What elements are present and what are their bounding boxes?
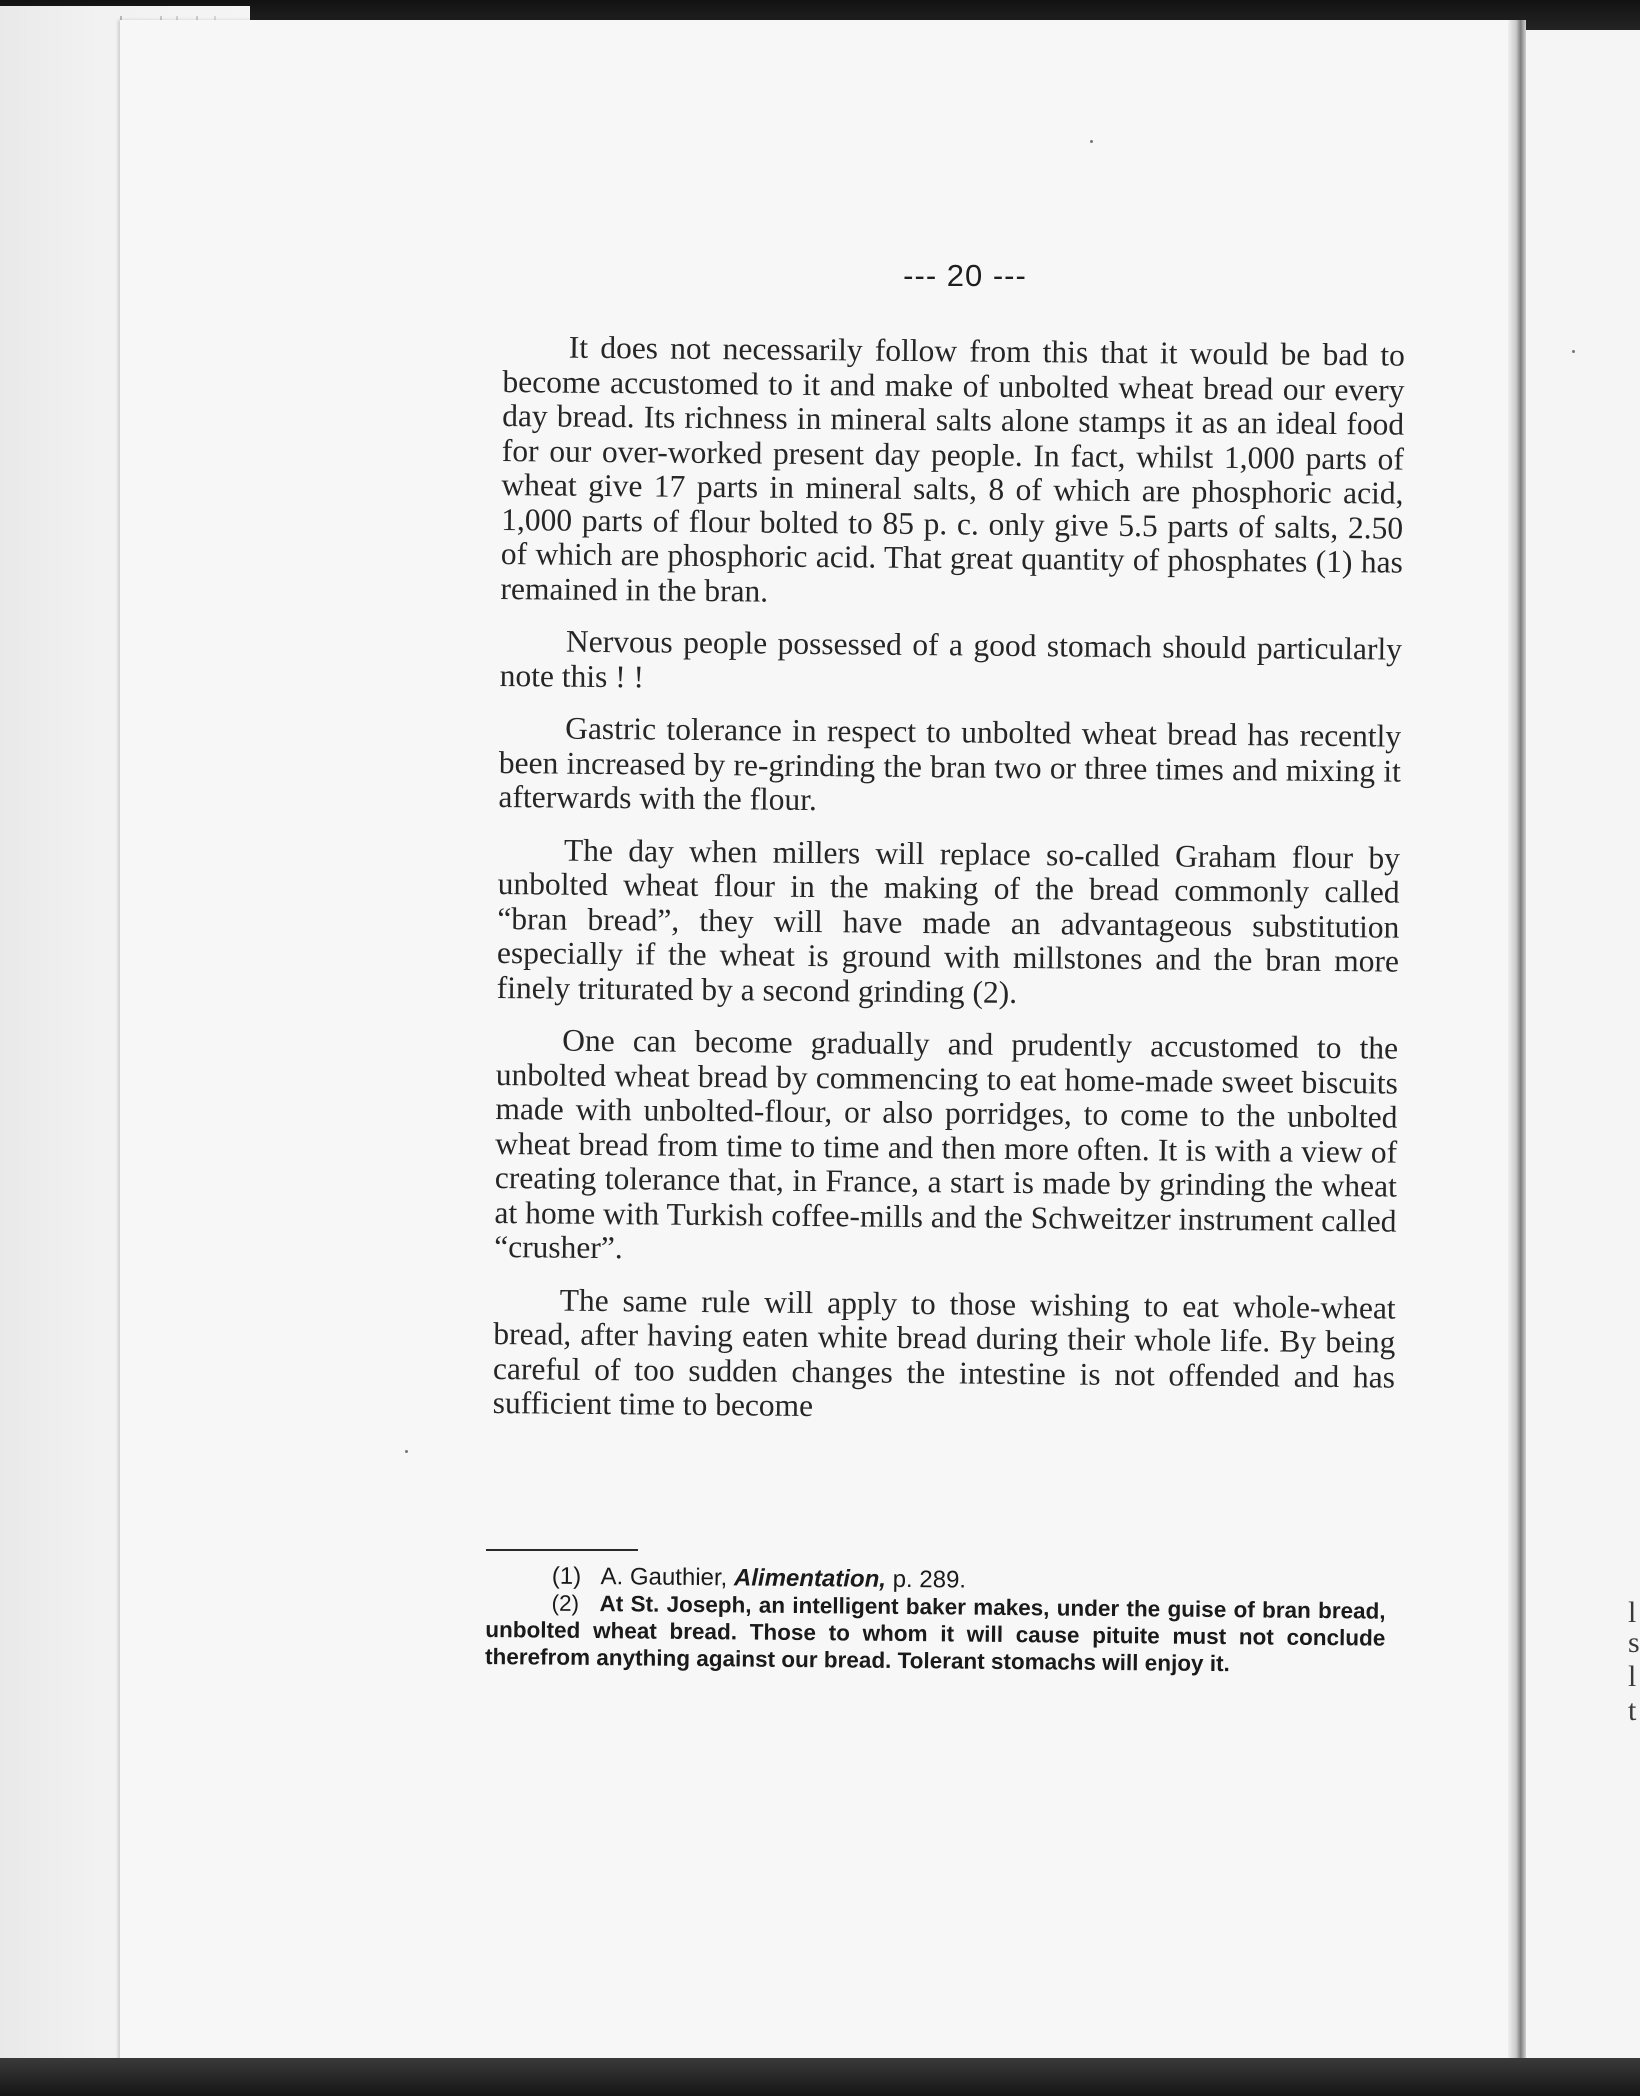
paragraph: One can become gradually and prudently accustomed to the unbolted wheat bread by commencing to eat home-made sweet biscuits made with unbolted-flour, or also porridges, to come to the unbolted wheat bread from time to time and then more often. It is with a view of creating tolerance that, in France, a start is made by grinding the wheat at home with Turkish coffee-mills and the Schweitzer instrument called “crusher”. <box>494 1022 1399 1266</box>
dust-speck <box>405 1450 408 1453</box>
dust-speck <box>1572 350 1575 353</box>
paragraph: Gastric tolerance in respect to unbolted wheat bread has recently been increased by re-grinding the bran two or three times and mixing it afterwards with the flour. <box>498 710 1402 818</box>
footnote-divider <box>486 1549 638 1551</box>
footnote-title: Alimentation, <box>733 1564 887 1593</box>
book-gutter <box>1508 20 1526 2080</box>
paragraph: The same rule will apply to those wishing to eat whole-wheat bread, after having eaten white bread during their whole life. By being careful of too sudden changes the intestine is not offended and has sufficient time to become <box>492 1282 1396 1424</box>
footnote-rest: p. 289. <box>892 1565 967 1594</box>
footnote-marker: (2) <box>551 1590 580 1616</box>
footnotes <box>485 1562 1386 1679</box>
adjacent-page-glyph: l <box>1628 1596 1637 1629</box>
paragraph: The day when millers will replace so-called Graham flour by unbolted wheat flour in the making of the bread commonly called “bran bread”, they will have made an advantageous substitution especially if the wheat is ground with millstones and the bran more finely triturated by a second grinding (2). <box>496 832 1401 1010</box>
adjacent-page <box>1526 30 1640 2070</box>
adjacent-page-glyph: s <box>1628 1626 1640 1659</box>
footnote-marker: (1) <box>551 1562 582 1590</box>
body-text <box>492 330 1405 1447</box>
page-number: --- 20 --- <box>903 258 1027 293</box>
paragraph: It does not necessarily follow from this that it would be bad to become accustomed to it and make of unbolted wheat bread our every day bread. Its richness in mineral salts alone stamps it as an ideal food for our over-worked present day people. In fact, whilst 1,000 parts of wheat give 17 parts in mineral salts, 8 of which are phosphoric acid, 1,000 parts of flour bolted to 85 p. c. only give 5.5 parts of salts, 2.50 of which are phosphoric acid. That great quantity of phosphates (1) has remained in the bran. <box>500 329 1405 609</box>
footnote-author: A. Gauthier, <box>600 1563 728 1592</box>
adjacent-page-glyph: l <box>1628 1660 1637 1693</box>
bottom-scan-border <box>0 2058 1640 2096</box>
footnote <box>485 1589 1386 1679</box>
adjacent-page-glyph: t <box>1628 1694 1637 1727</box>
paragraph: Nervous people possessed of a good stomach should particularly note this ! ! <box>499 623 1403 694</box>
dust-speck <box>1090 140 1093 143</box>
footnote-text: At St. Joseph, an intelligent baker makes, under the guise of bran bread, unbolted wheat bread. Those to whom it will cause pituite must not conclude therefrom anything against our bread. Tolerant stomachs will enjoy it. <box>484 1591 1386 1677</box>
